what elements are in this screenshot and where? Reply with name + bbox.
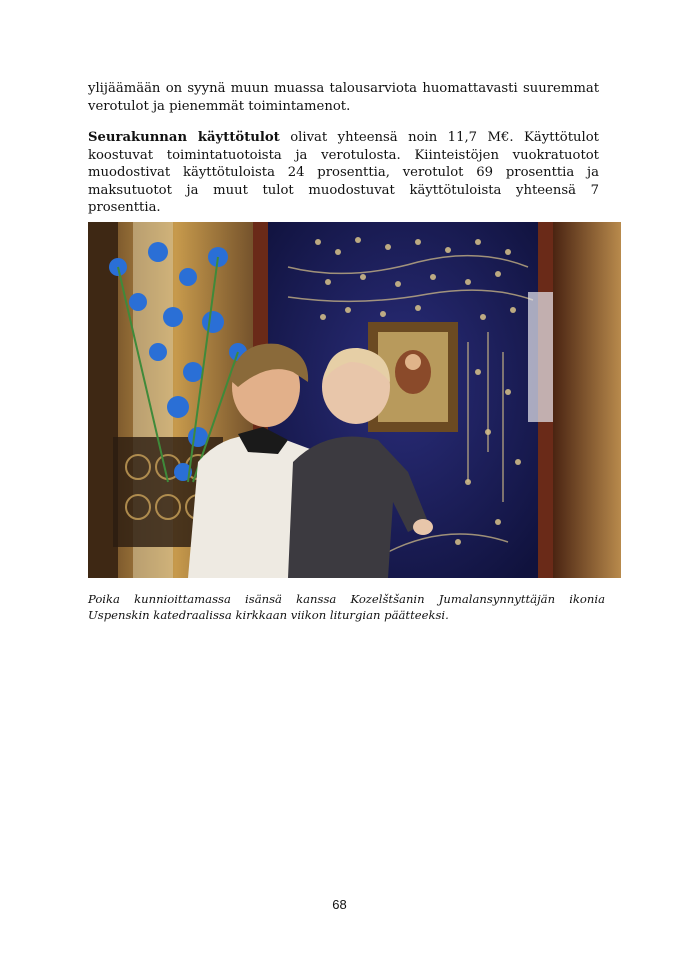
paragraph-intro: ylijäämään on syynä muun muassa talousarviota huomattavasti suuremmat verotulot ja pienemmät toimintamenot. bbox=[88, 81, 599, 114]
paragraph-operating-income bbox=[88, 129, 599, 217]
paragraph-bold-lead: Seurakunnan käyttötulot bbox=[88, 130, 280, 145]
caption-italic: Kozelštšanin Jumalansynnyttäjän ikonia Uspenskin katedraalissa kirkkaan viikon liturgian päätteeksi. bbox=[88, 592, 605, 622]
paragraph-body: olivat yhteensä noin 11,7 M€. Käyttötulot koostuvat toimintatuotoista ja verotulosta. Kiinteistöjen vuokratuotot muodostivat käyttötuloista 24 prosenttia, verotulot 69 prosenttia ja maksutuotot ja muut tulot muodostuvat käyttötuloista yhteensä 7 prosenttia. bbox=[88, 130, 599, 215]
church-icon-photo bbox=[88, 222, 621, 578]
page-number: 68 bbox=[332, 897, 347, 912]
caption-normal: Poika kunnioittamassa isänsä kanssa bbox=[88, 592, 351, 606]
photo-caption bbox=[88, 591, 605, 623]
